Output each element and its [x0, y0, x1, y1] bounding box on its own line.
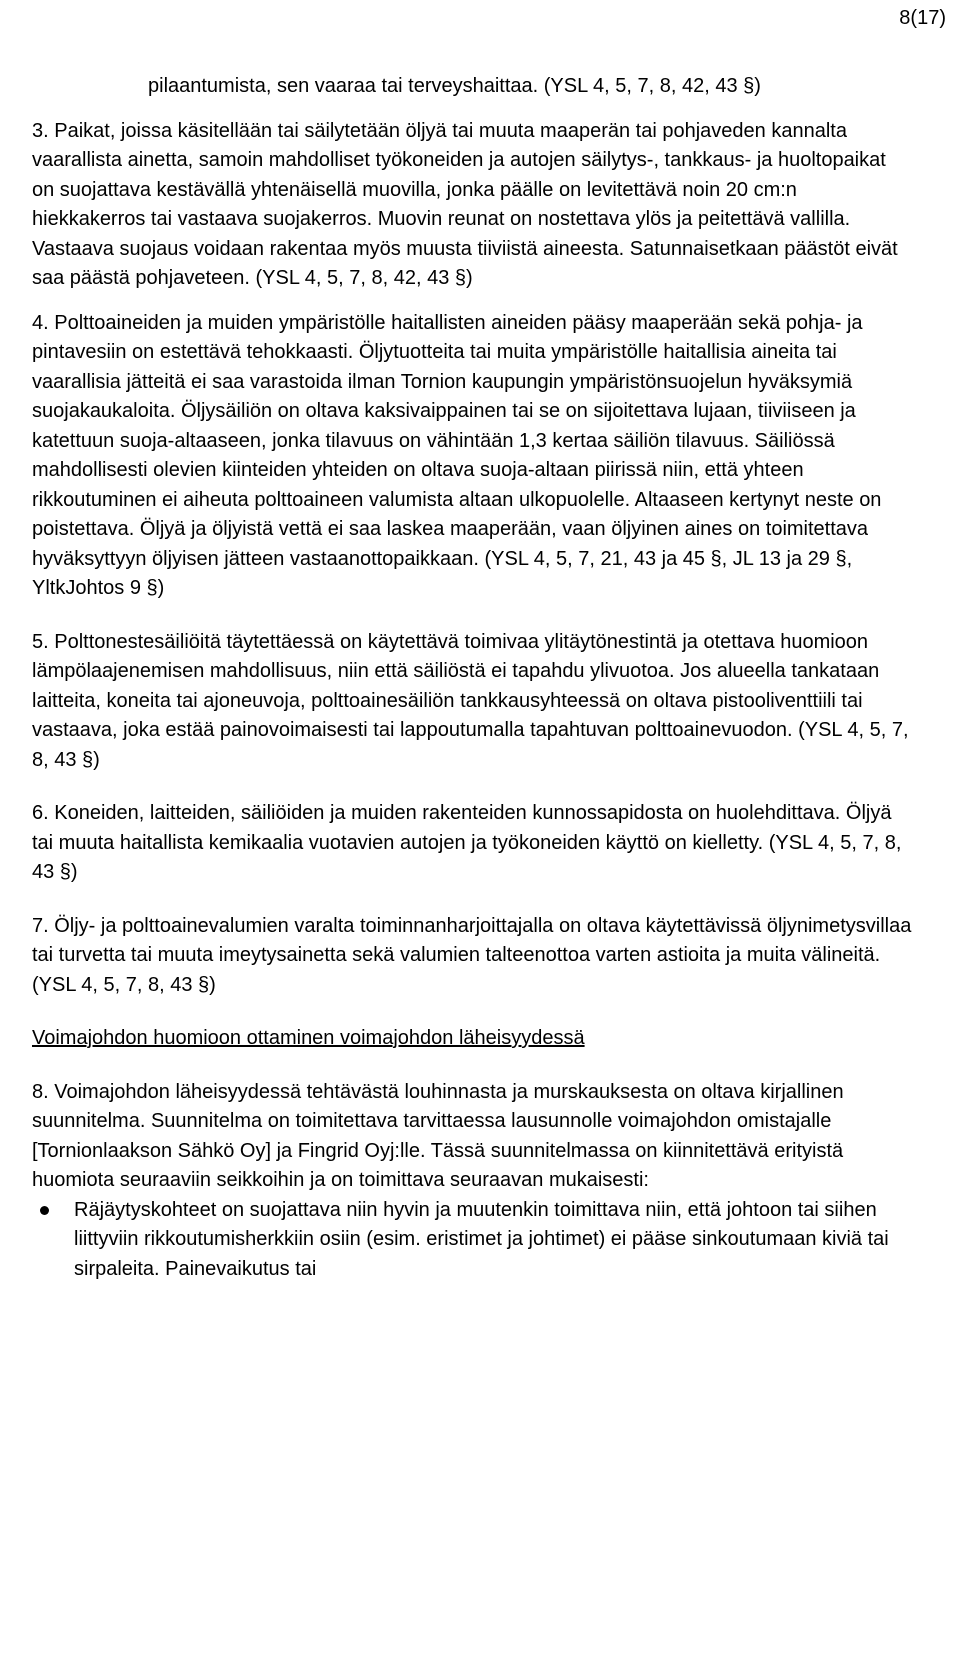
section-heading: Voimajohdon huomioon ottaminen voimajohdon läheisyydessä	[32, 1027, 585, 1049]
document-body	[32, 72, 912, 1284]
list-item	[74, 1196, 912, 1285]
paragraph-8: 8. Voimajohdon läheisyydessä tehtävästä louhinnasta ja murskauksesta on oltava kirjallinen suunnitelma. Suunnitelma on toimitettava tarvittaessa lausunnolle voimajohdon omistajalle [Tornionlaakson Sähkö Oy] ja Fingrid Oyj:lle. Tässä suunnitelmassa on kiinnitettävä erityistä huomiota seuraaviin seikkoihin ja on toimittava seuraavan mukaisesti:	[32, 1080, 844, 1191]
bullet-list	[32, 1196, 912, 1285]
paragraph-6: 6. Koneiden, laitteiden, säiliöiden ja muiden rakenteiden kunnossapidosta on huolehdittava. Öljyä tai muuta haitallista kemikaalia vuotavien autojen ja työkoneiden käyttö on kielletty. (YSL 4, 5, 7, 8, 43 §)	[32, 802, 902, 883]
paragraph-7: 7. Öljy- ja polttoainevalumien varalta toiminnanharjoittajalla on oltava käytettävissä öljynimetysvillaa tai turvetta tai muuta imeytysainetta sekä valumien talteenottoa varten astioita ja muita välineitä. (YSL 4, 5, 7, 8, 43 §)	[32, 914, 912, 996]
paragraph-4: 4. Polttoaineiden ja muiden ympäristölle haitallisten aineiden pääsy maaperään sekä pohja- ja pintavesiin on estettävä tehokkaasti. Öljytuotteita tai muita ympäristölle haitallisia aineita tai vaarallisia jätteitä ei saa varastoida ilman Tornion kaupungin ympäristönsuojelun hyväksymiä suojakaukaloita. Öljysäiliön on oltava kaksivaippainen tai se on sijoitettava lujaan, tiiviiseen ja katettuun suoja-altaaseen, jonka tilavuus on vähintään 1,3 kertaa säiliön tilavuus. Säiliössä mahdollisesti olevien kiinteiden yhteiden on oltava suoja-altaan piirissä niin, että yhteen rikkoutuminen ei aiheuta polttoaineen valumista altaan ulkopuolelle. Altaaseen kertynyt neste on poistettava. Öljyä ja öljyistä vettä ei saa laskea maaperään, vaan öljyinen aines on toimitettava hyväksyttyyn öljyisen jätteen vastaanottopaikkaan. (YSL 4, 5, 7, 21, 43 ja 45 §, JL 13 ja 29 §, YltkJohtos 9 §)	[32, 311, 882, 599]
list-item-text: Räjäytyskohteet on suojattava niin hyvin ja muutenkin toimittava niin, että johtoon tai siihen liittyviin rikkoutumisherkkiin osiin (esim. eristimet ja johtimet) ei pääse sinkoutumaan kiviä tai sirpaleita. Painevaikutus tai	[74, 1198, 889, 1280]
page-number: 8(17)	[899, 7, 946, 29]
paragraph-5: 5. Polttonestesäiliöitä täytettäessä on käytettävä toimivaa ylitäytönestintä ja otettava huomioon lämpölaajenemisen mahdollisuus, niin että säiliöstä ei tapahdu ylivuotoa. Jos alueella tankataan laitteita, koneita tai ajoneuvoja, polttoainesäiliön tankkausyhteessä on oltava pistooliventtiili tai vastaava, joka estää painovoimaisesti tai lappoutumalla tapahtuvan polttoainevuodon. (YSL 4, 5, 7, 8, 43 §)	[32, 630, 909, 771]
bullet-icon	[40, 1206, 49, 1215]
paragraph-continuation: pilaantumista, sen vaaraa tai terveyshaittaa. (YSL 4, 5, 7, 8, 42, 43 §)	[148, 75, 761, 97]
paragraph-3: 3. Paikat, joissa käsitellään tai säilytetään öljyä tai muuta maaperän tai pohjaveden kannalta vaarallista ainetta, samoin mahdolliset työkoneiden ja autojen säilytys-, tankkaus- ja huoltopaikat on suojattava kestävällä yhtenäisellä muovilla, jonka päälle on levitettävä noin 20 cm:n hiekkakerros tai vastaava suojakerros. Muovin reunat on nostettava ylös ja peitettävä vallilla. Vastaava suojaus voidaan rakentaa myös muusta tiiviistä aineesta. Satunnaisetkaan päästöt eivät saa päästä pohjaveteen. (YSL 4, 5, 7, 8, 42, 43 §)	[32, 119, 898, 289]
